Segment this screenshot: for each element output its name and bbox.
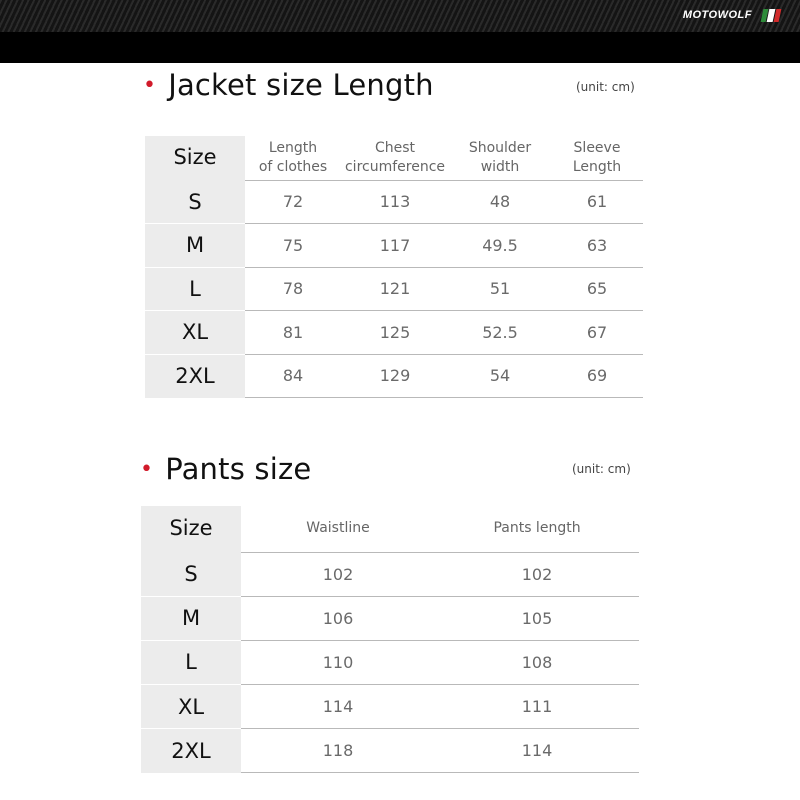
column-header: Chest circumference: [341, 136, 449, 180]
size-cell: S: [141, 552, 241, 596]
table-cell: 129: [341, 354, 449, 398]
table-row: [145, 354, 643, 398]
table-row: [141, 685, 639, 729]
table-row: [145, 180, 643, 224]
size-cell: 2XL: [145, 354, 245, 398]
table-cell: 113: [341, 180, 449, 224]
table-row: [145, 311, 643, 355]
brand-logo: MOTOWOLF: [682, 9, 752, 21]
bullet-icon: •: [140, 457, 154, 482]
table-cell: 106: [241, 596, 435, 640]
table-row: [141, 640, 639, 684]
column-header: Length of clothes: [245, 136, 341, 180]
italy-flag-icon: [761, 9, 782, 22]
column-header: Waistline: [241, 506, 435, 552]
size-cell: M: [145, 224, 245, 268]
size-cell: L: [145, 267, 245, 311]
table-header-row: [145, 136, 643, 180]
size-cell: 2XL: [141, 729, 241, 773]
jacket-unit-label: (unit: cm): [576, 80, 635, 94]
table-row: [145, 267, 643, 311]
table-cell: 67: [551, 311, 643, 355]
table-cell: 72: [245, 180, 341, 224]
table-cell: 48: [449, 180, 551, 224]
table-cell: 118: [241, 729, 435, 773]
column-header: Size: [145, 136, 245, 180]
table-cell: 61: [551, 180, 643, 224]
table-cell: 49.5: [449, 224, 551, 268]
pants-title-text: Pants size: [165, 452, 312, 486]
table-cell: 108: [435, 640, 639, 684]
table-row: [145, 224, 643, 268]
size-cell: M: [141, 596, 241, 640]
pants-unit-label: (unit: cm): [572, 462, 631, 476]
table-cell: 102: [435, 552, 639, 596]
table-cell: 52.5: [449, 311, 551, 355]
pants-section-title: [140, 452, 311, 486]
table-cell: 114: [241, 685, 435, 729]
table-header-row: [141, 506, 639, 552]
size-cell: S: [145, 180, 245, 224]
table-cell: 63: [551, 224, 643, 268]
jacket-size-table: [145, 136, 643, 398]
table-cell: 78: [245, 267, 341, 311]
size-cell: XL: [145, 311, 245, 355]
jacket-section-title: [143, 68, 434, 102]
header-band: [0, 32, 800, 63]
table-cell: 111: [435, 685, 639, 729]
column-header: Pants length: [435, 506, 639, 552]
table-cell: 105: [435, 596, 639, 640]
table-cell: 114: [435, 729, 639, 773]
table-cell: 84: [245, 354, 341, 398]
table-cell: 81: [245, 311, 341, 355]
jacket-title-text: Jacket size Length: [168, 68, 434, 102]
table-cell: 102: [241, 552, 435, 596]
table-cell: 110: [241, 640, 435, 684]
table-cell: 65: [551, 267, 643, 311]
column-header: Size: [141, 506, 241, 552]
table-cell: 69: [551, 354, 643, 398]
table-cell: 125: [341, 311, 449, 355]
table-row: [141, 552, 639, 596]
column-header: Sleeve Length: [551, 136, 643, 180]
bullet-icon: •: [143, 73, 157, 98]
size-cell: XL: [141, 685, 241, 729]
table-cell: 121: [341, 267, 449, 311]
header-banner: [0, 0, 800, 32]
table-row: [141, 596, 639, 640]
table-cell: 51: [449, 267, 551, 311]
table-row: [141, 729, 639, 773]
size-cell: L: [141, 640, 241, 684]
column-header: Shoulder width: [449, 136, 551, 180]
table-cell: 54: [449, 354, 551, 398]
table-cell: 117: [341, 224, 449, 268]
table-cell: 75: [245, 224, 341, 268]
pants-size-table: [141, 506, 639, 773]
